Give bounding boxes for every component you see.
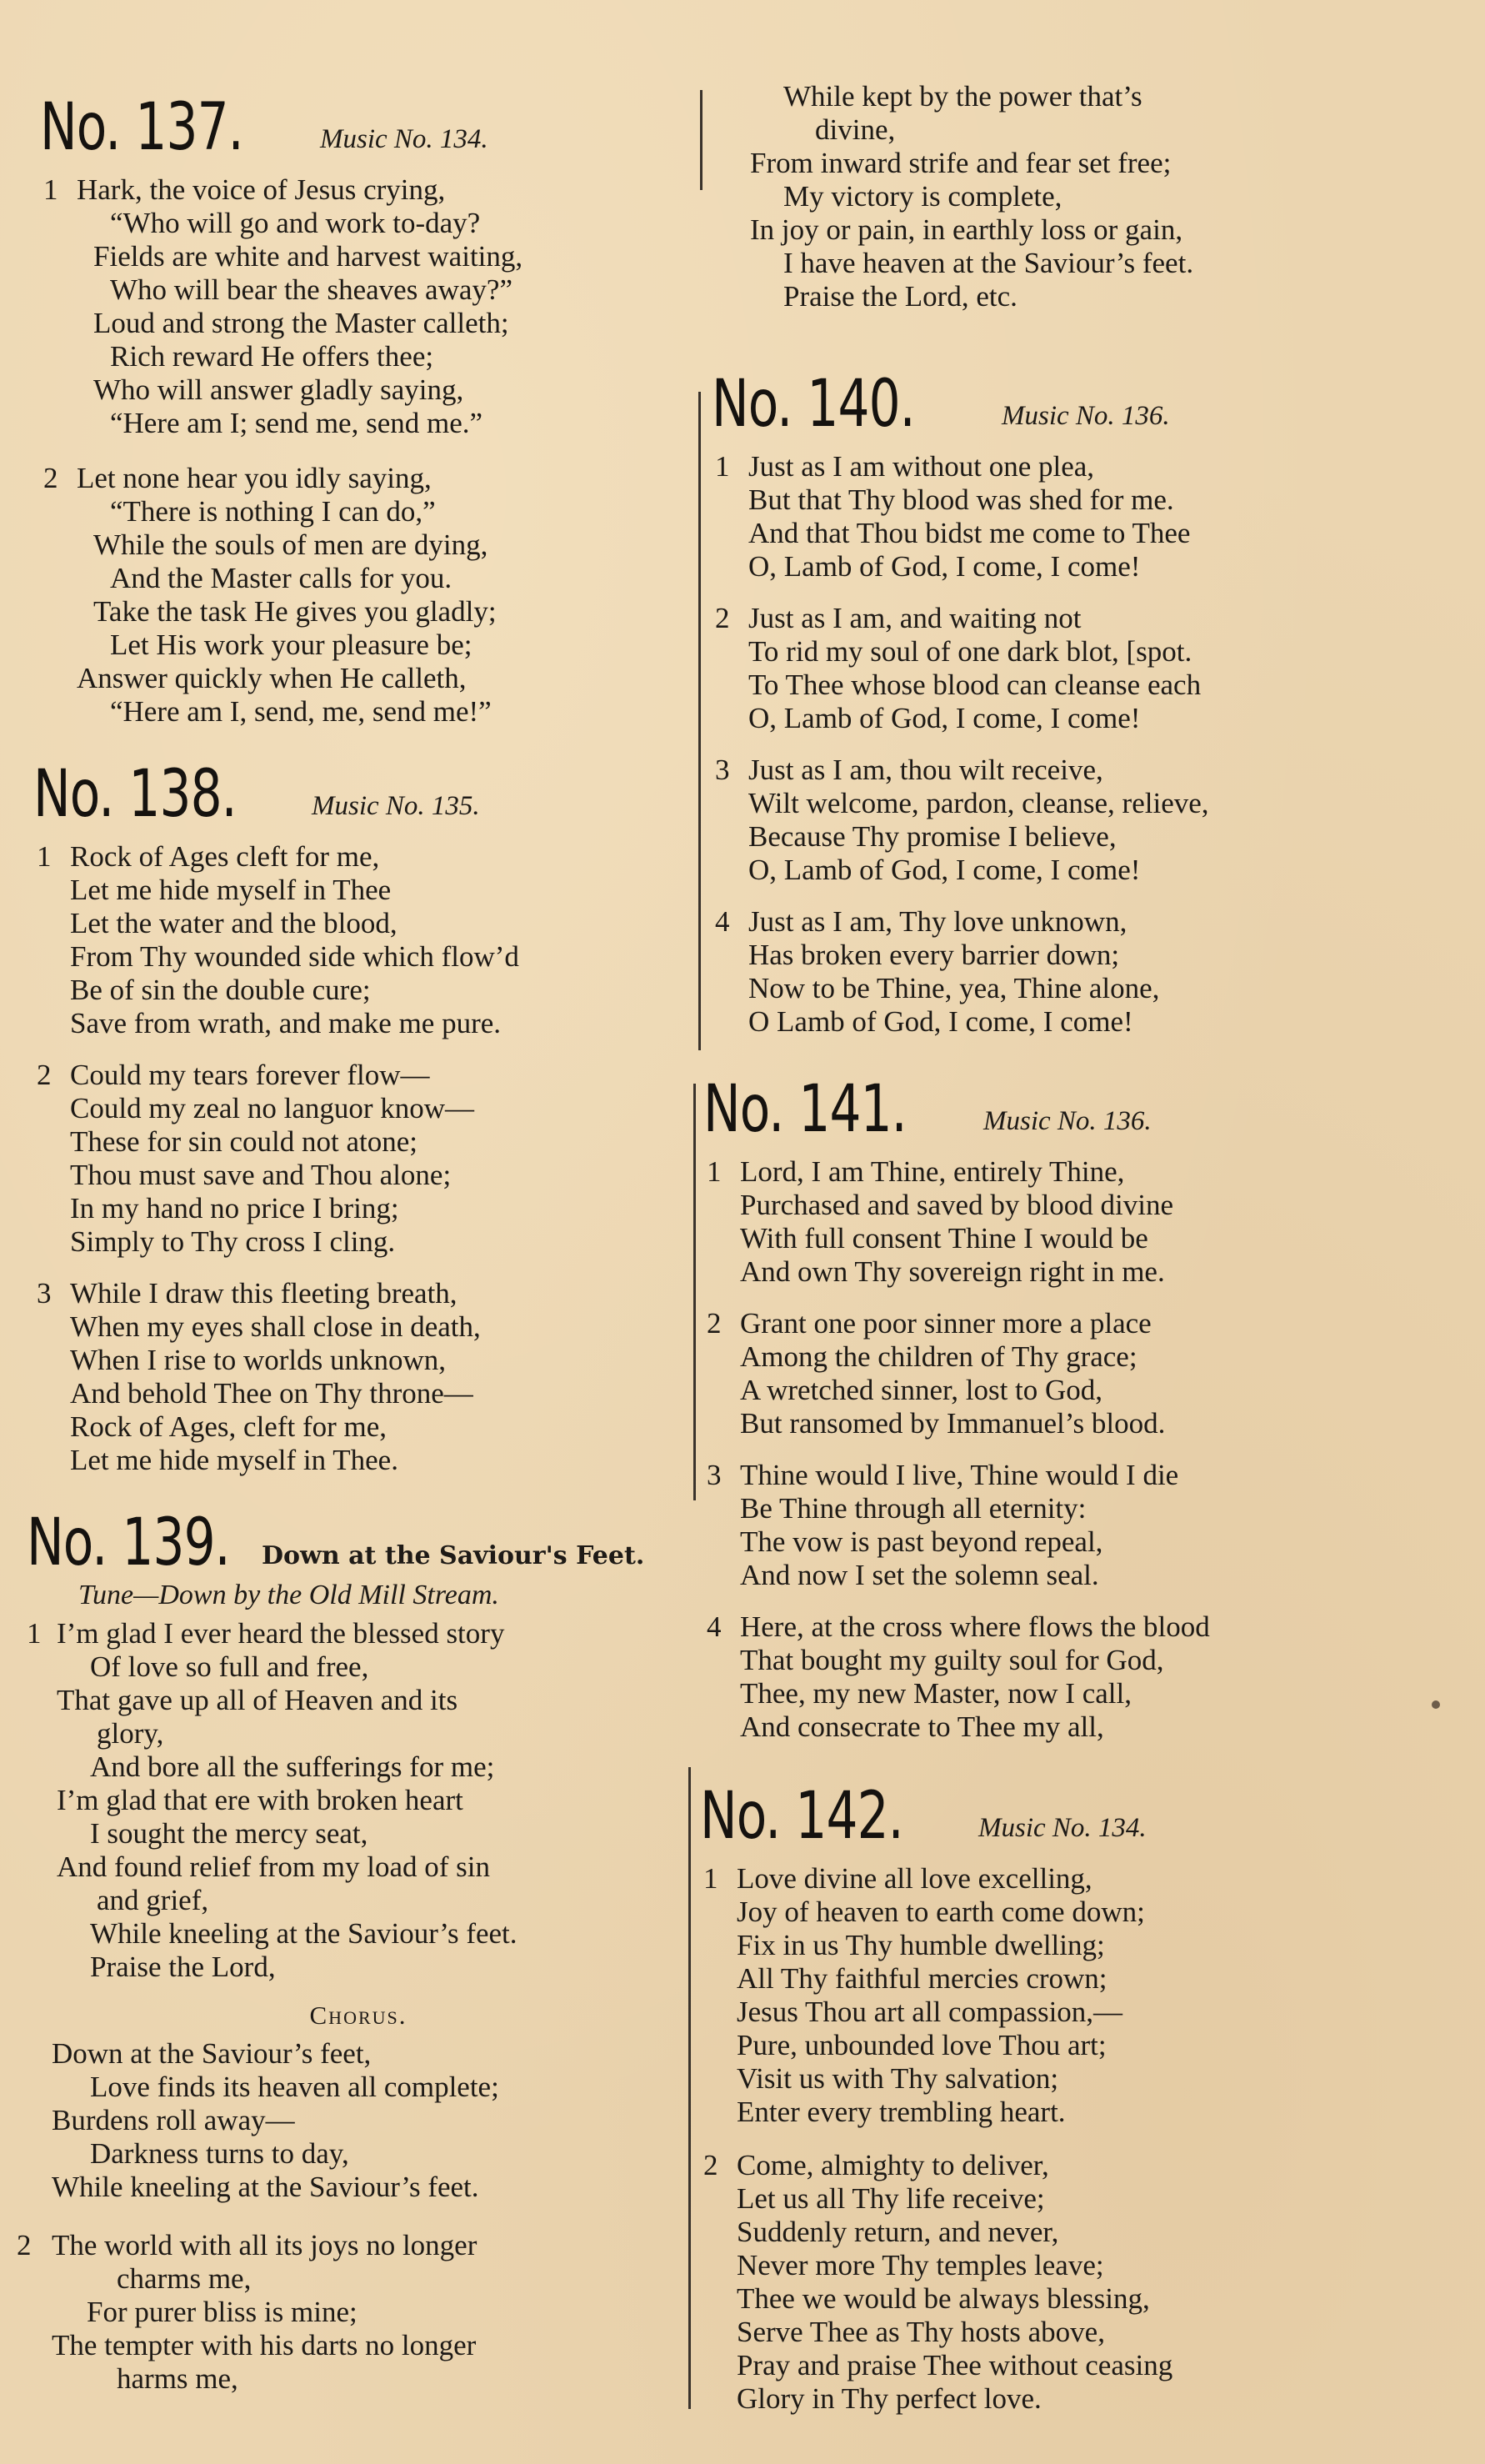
- verse: [703, 1459, 1478, 1592]
- verse-line: glory,: [97, 1717, 164, 1750]
- verse-line: When I rise to worlds unknown,: [70, 1344, 447, 1376]
- verse-line: O Lamb of God, I come, I come!: [748, 1005, 1133, 1038]
- verse-number: 2: [17, 2229, 32, 2261]
- verse-number: 2: [707, 1307, 722, 1340]
- verse-number: 1: [707, 1155, 722, 1188]
- verse: [700, 1862, 1478, 2129]
- hymn-137: [40, 83, 690, 729]
- verse-line: Purchased and saved by blood divine: [740, 1189, 1174, 1221]
- verse-line: Just as I am, and waiting not: [748, 602, 1082, 634]
- verse-line: While the souls of men are dying,: [93, 528, 488, 561]
- verse: [712, 450, 1478, 583]
- verse-line: divine,: [815, 113, 896, 146]
- verse-line: Hark, the voice of Jesus crying,: [77, 173, 446, 206]
- hymn-number: No. 140.: [712, 367, 915, 442]
- verse-number: 1: [715, 450, 730, 483]
- verse-line: Fields are white and harvest waiting,: [93, 240, 523, 273]
- verse-line: A wretched sinner, lost to God,: [740, 1374, 1103, 1406]
- verse-line: And now I set the solemn seal.: [740, 1559, 1099, 1591]
- verse-line: Take the task He gives you gladly;: [93, 595, 497, 628]
- verse-line: These for sin could not atone;: [70, 1125, 418, 1158]
- verse-line: That gave up all of Heaven and its: [57, 1684, 458, 1716]
- verse-line: Pray and praise Thee without ceasing: [737, 2349, 1173, 2381]
- verse-line: Praise the Lord, etc.: [783, 280, 1018, 313]
- verse-line: I have heaven at the Saviour’s feet.: [783, 247, 1194, 279]
- hymn-header: [40, 83, 690, 165]
- verse-line: Pure, unbounded love Thou art;: [737, 2029, 1107, 2061]
- verse-line: Thee we would be always blessing,: [737, 2282, 1150, 2315]
- verse-line: To Thee whose blood can cleanse each: [748, 669, 1202, 701]
- hymn-subtitle: Down at the Saviour's Feet.: [262, 1541, 645, 1570]
- hymn-header: [33, 750, 690, 832]
- verse-line: Let us all Thy life receive;: [737, 2182, 1045, 2215]
- verse-line: And consecrate to Thee my all,: [740, 1710, 1104, 1743]
- verse-line: Be of sin the double cure;: [70, 974, 371, 1006]
- verse-line: O, Lamb of God, I come, I come!: [748, 854, 1141, 886]
- hymn-header: [703, 1065, 1478, 1147]
- verse: [40, 173, 690, 440]
- verse-line: Among the children of Thy grace;: [740, 1340, 1138, 1373]
- verse-line: Here, at the cross where flows the blood: [740, 1610, 1210, 1643]
- column-divider: [693, 1084, 696, 1500]
- verse: [700, 2149, 1478, 2416]
- chorus-line: Burdens roll away—: [52, 2104, 295, 2136]
- verse-line: All Thy faithful mercies crown;: [737, 1962, 1108, 1995]
- verse-line: Visit us with Thy salvation;: [737, 2062, 1059, 2095]
- verse-number: 3: [37, 1277, 52, 1310]
- verse-number: 2: [703, 2149, 718, 2181]
- verse-line: In joy or pain, in earthly loss or gain,: [750, 213, 1183, 246]
- verse-line: The tempter with his darts no longer: [52, 2329, 477, 2361]
- verse: [703, 1307, 1478, 1440]
- verse-line: Grant one poor sinner more a place: [740, 1307, 1152, 1340]
- verse-number: 4: [707, 1610, 722, 1643]
- verse-line: Let His work your pleasure be;: [110, 629, 472, 661]
- verse-line: harms me,: [117, 2362, 238, 2395]
- verse-line: Serve Thee as Thy hosts above,: [737, 2316, 1105, 2348]
- chorus-line: Love finds its heaven all complete;: [90, 2071, 499, 2103]
- verse-line: And that Thou bidst me come to Thee: [748, 517, 1191, 549]
- verse-line: And own Thy sovereign right in me.: [740, 1255, 1165, 1288]
- verse-line: I’m glad I ever heard the blessed story: [57, 1617, 505, 1650]
- verse: [712, 905, 1478, 1039]
- hymn-142: [700, 1772, 1478, 2416]
- chorus-line: Down at the Saviour’s feet,: [52, 2037, 372, 2070]
- music-reference: Music No. 136.: [1002, 401, 1170, 431]
- verse: [33, 1059, 690, 1259]
- verse: [703, 1610, 1478, 1744]
- music-reference: Music No. 136.: [983, 1106, 1152, 1136]
- verse-line: From inward strife and fear set free;: [750, 147, 1172, 179]
- music-reference: Music No. 134.: [320, 124, 488, 154]
- verse-line: Let me hide myself in Thee.: [70, 1444, 398, 1476]
- verse-line: “There is nothing I can do,”: [110, 495, 436, 528]
- verse-line: My victory is complete,: [783, 180, 1062, 213]
- verse-line: Fix in us Thy humble dwelling;: [737, 1929, 1105, 1961]
- verse-line: Who will bear the sheaves away?”: [110, 273, 512, 306]
- hymn-139-continued: [742, 80, 1475, 313]
- verse-line: I’m glad that ere with broken heart: [57, 1784, 463, 1816]
- verse-number: 3: [707, 1459, 722, 1491]
- chorus-line: While kneeling at the Saviour’s feet.: [52, 2171, 479, 2203]
- verse-line: The vow is past beyond repeal,: [740, 1525, 1103, 1558]
- verse-line: Wilt welcome, pardon, cleanse, relieve,: [748, 787, 1209, 819]
- verse-line: But ransomed by Immanuel’s blood.: [740, 1407, 1166, 1440]
- verse-line: Be Thine through all eternity:: [740, 1492, 1087, 1525]
- verse-line: Just as I am, thou wilt receive,: [748, 754, 1103, 786]
- verse-number: 3: [715, 754, 730, 786]
- verse-line: To rid my soul of one dark blot, [spot.: [748, 635, 1192, 668]
- verse-number: 2: [43, 462, 58, 494]
- right-column: [700, 0, 1485, 2464]
- verse-line: Let me hide myself in Thee: [70, 874, 392, 906]
- verse: [712, 602, 1478, 735]
- verse: [712, 754, 1478, 887]
- hymn-139: [17, 1499, 690, 2396]
- hymn-number: No. 137.: [40, 90, 243, 165]
- verse-line: “Here am I; send me, send me.”: [110, 407, 483, 439]
- chorus-line: Darkness turns to day,: [90, 2137, 349, 2170]
- verse-line: Save from wrath, and make me pure.: [70, 1007, 502, 1039]
- verse-line: Let the water and the blood,: [70, 907, 398, 939]
- verse-line: Answer quickly when He calleth,: [77, 662, 467, 694]
- verse-line: Enter every trembling heart.: [737, 2096, 1066, 2128]
- verse-line: Love divine all love excelling,: [737, 1862, 1092, 1895]
- verse-line: With full consent Thine I would be: [740, 1222, 1148, 1255]
- verse-line: Let none hear you idly saying,: [77, 462, 432, 494]
- verse-line: Now to be Thine, yea, Thine alone,: [748, 972, 1160, 1004]
- verse-line: While I draw this fleeting breath,: [70, 1277, 458, 1310]
- verse-number: 2: [37, 1059, 52, 1091]
- verse-line: Lord, I am Thine, entirely Thine,: [740, 1155, 1125, 1188]
- verse-line: And behold Thee on Thy throne—: [70, 1377, 473, 1410]
- verse-line: Never more Thy temples leave;: [737, 2249, 1104, 2281]
- verse: [33, 1277, 690, 1477]
- verse-line: Could my tears forever flow—: [70, 1059, 430, 1091]
- hymn-138: [33, 750, 690, 1477]
- verse: [703, 1155, 1478, 1289]
- verse-line: Come, almighty to deliver,: [737, 2149, 1049, 2181]
- verse-line: Just as I am, Thy love unknown,: [748, 905, 1128, 938]
- verse-line: While kept by the power that’s: [783, 80, 1142, 113]
- verse-line: Thine would I live, Thine would I die: [740, 1459, 1179, 1491]
- verse-line: Of love so full and free,: [90, 1650, 369, 1683]
- verse-line: And bore all the sufferings for me;: [90, 1750, 495, 1783]
- hymn-header: [27, 1499, 690, 1580]
- verse-line: O, Lamb of God, I come, I come!: [748, 702, 1141, 734]
- column-divider: [688, 1767, 691, 2409]
- verse-line: And found relief from my load of sin: [57, 1851, 491, 1883]
- music-reference: Music No. 134.: [978, 1813, 1147, 1843]
- verse-number: 1: [43, 173, 58, 206]
- verse-line: Suddenly return, and never,: [737, 2216, 1059, 2248]
- verse-line: Rock of Ages cleft for me,: [70, 840, 380, 873]
- verse-line: “Here am I, send, me, send me!”: [110, 695, 492, 728]
- verse-line: Rich reward He offers thee;: [110, 340, 434, 373]
- verse-line: Thou must save and Thou alone;: [70, 1159, 452, 1191]
- verse-line: Who will answer gladly saying,: [93, 373, 464, 406]
- verse-line: Rock of Ages, cleft for me,: [70, 1410, 388, 1443]
- verse: [17, 2229, 690, 2396]
- chorus-label: Chorus.: [309, 2001, 408, 2030]
- verse-line: In my hand no price I bring;: [70, 1192, 399, 1224]
- hymn-number: No. 139.: [27, 1505, 230, 1580]
- hymn-140: [712, 360, 1478, 1039]
- verse-line: Loud and strong the Master calleth;: [93, 307, 509, 339]
- verse-line: Because Thy promise I believe,: [748, 820, 1117, 853]
- verse-line: Simply to Thy cross I cling.: [70, 1225, 396, 1258]
- verse: [27, 1617, 690, 1984]
- verse-line: Just as I am without one plea,: [748, 450, 1095, 483]
- hymn-number: No. 142.: [700, 1779, 903, 1854]
- hymn-number: No. 141.: [703, 1072, 907, 1147]
- hymn-number: No. 138.: [33, 757, 237, 832]
- verse-line: and grief,: [97, 1884, 209, 1916]
- print-speck: [1432, 1700, 1440, 1709]
- verse-number: 4: [715, 905, 730, 938]
- verse-number: 1: [27, 1617, 42, 1650]
- verse-line: That bought my guilty soul for God,: [740, 1644, 1164, 1676]
- verse-line: The world with all its joys no longer: [52, 2229, 478, 2261]
- verse-line: “Who will go and work to-day?: [110, 207, 481, 239]
- verse-line: Jesus Thou art all compassion,—: [737, 1996, 1123, 2028]
- verse-line: And the Master calls for you.: [110, 562, 452, 594]
- music-reference: Music No. 135.: [312, 791, 480, 821]
- verse-number: 1: [703, 1862, 718, 1895]
- verse-line: For purer bliss is mine;: [87, 2296, 358, 2328]
- verse-line: When my eyes shall close in death,: [70, 1310, 481, 1343]
- verse-line: Thee, my new Master, now I call,: [740, 1677, 1132, 1710]
- verse-number: 2: [715, 602, 730, 634]
- verse-number: 1: [37, 840, 52, 873]
- verse-line: While kneeling at the Saviour’s feet.: [90, 1917, 518, 1950]
- verse-line: Praise the Lord,: [90, 1951, 276, 1983]
- hymn-header: [712, 360, 1478, 442]
- left-column: [0, 0, 692, 2464]
- verse-line: Glory in Thy perfect love.: [737, 2382, 1042, 2415]
- hymn-141: [703, 1065, 1478, 1744]
- verse-line: I sought the mercy seat,: [90, 1817, 368, 1850]
- verse-line: O, Lamb of God, I come, I come!: [748, 550, 1141, 583]
- verse-line: charms me,: [117, 2262, 252, 2295]
- verse-line: But that Thy blood was shed for me.: [748, 483, 1174, 516]
- verse: [33, 840, 690, 1040]
- verse-line: Joy of heaven to earth come down;: [737, 1896, 1145, 1928]
- hymn-header: [700, 1772, 1478, 1854]
- verse-line: From Thy wounded side which flow’d: [70, 940, 519, 973]
- chorus: [27, 2037, 690, 2204]
- verse: [40, 462, 690, 729]
- verse-line: Could my zeal no languor know—: [70, 1092, 475, 1124]
- tune-note: Tune—Down by the Old Mill Stream.: [78, 1580, 499, 1610]
- verse-line: Has broken every barrier down;: [748, 939, 1120, 971]
